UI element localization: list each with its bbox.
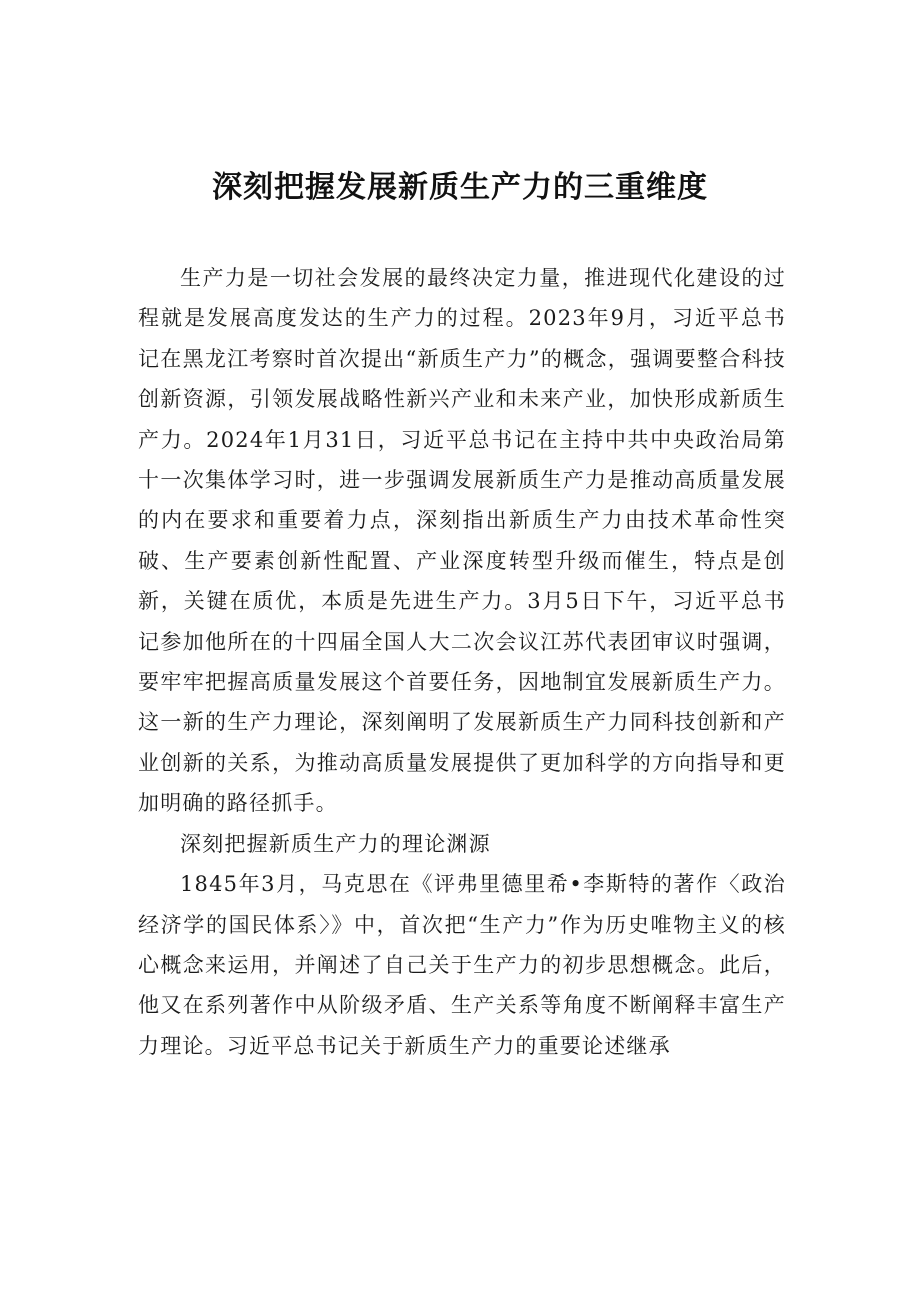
document-body — [138, 258, 786, 1066]
paragraph-theory: 1845年3月，马克思在《评弗里德里希•李斯特的著作〈政治经济学的国民体系〉》中，首次把“生产力”作为历史唯物主义的核心概念来运用，并阐述了自己关于生产力的初步思想概念。此后，他又在系列著作中从阶级矛盾、生产关系等角度不断阐释丰富生产力理论。习近平总书记关于新质生产力的重要论述继承 — [138, 872, 786, 1058]
paragraph-intro: 生产力是一切社会发展的最终决定力量，推进现代化建设的过程就是发展高度发达的生产力的过程。2023年9月，习近平总书记在黑龙江考察时首次提出“新质生产力”的概念，强调要整合科技创新资源，引领发展战略性新兴产业和未来产业，加快形成新质生产力。2024年1月31日，习近平总书记在主持中共中央政治局第十一次集体学习时，进一步强调发展新质生产力是推动高质量发展的内在要求和重要着力点，深刻指出新质生产力由技术革命性突破、生产要素创新性配置、产业深度转型升级而催生，特点是创新，关键在质优，本质是先进生产力。3月5日下午，习近平总书记参加他所在的十四届全国人大二次会议江苏代表团审议时强调，要牢牢把握高质量发展这个首要任务，因地制宜发展新质生产力。这一新的生产力理论，深刻阐明了发展新质生产力同科技创新和产业创新的关系，为推动高质量发展提供了更加科学的方向指导和更加明确的路径抓手。 — [138, 266, 786, 816]
document-title: 深刻把握发展新质生产力的三重维度 — [212, 170, 708, 205]
section-heading: 深刻把握新质生产力的理论渊源 — [180, 831, 491, 856]
